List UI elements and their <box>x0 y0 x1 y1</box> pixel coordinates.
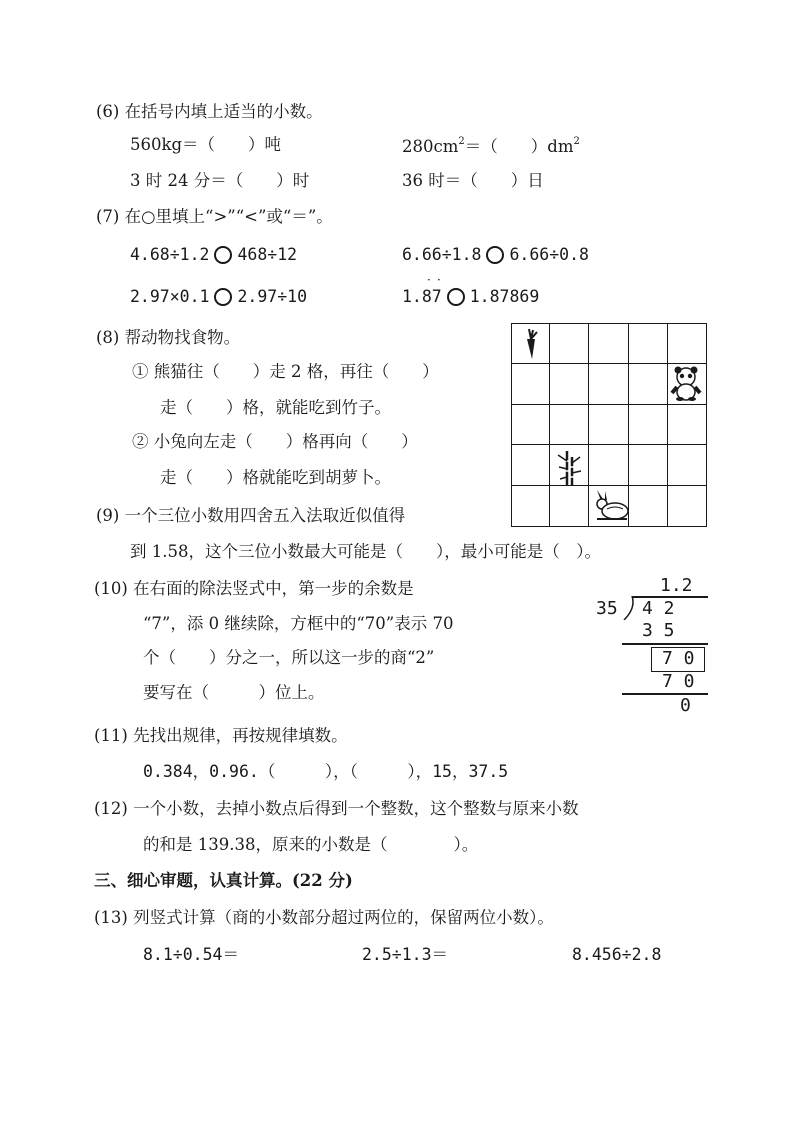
q7-r1b: 6.66÷1.8 6.66÷0.8 <box>402 245 589 264</box>
q10-line3: 个（ ）分之一，所以这一步的商“2” <box>143 648 435 667</box>
division-divisor: 35 <box>596 598 618 619</box>
division-quotient: 1.2 <box>660 575 693 596</box>
q10-line4: 要写在（ ）位上。 <box>143 683 325 702</box>
q12-line2: 的和是 139.38，原来的小数是（ ）。 <box>143 835 479 854</box>
q7-r1a: 4.68÷1.2 468÷12 <box>130 245 298 264</box>
q7-r2b: 1.87 1.87869 <box>402 287 540 306</box>
q8-line3: ② 小兔向左走（ ）格再向（ ） <box>132 432 418 451</box>
q7-title: (7) 在○里填上“>”“<”或“＝”。 <box>96 207 333 226</box>
q8-line4: 走（ ）格就能吃到胡萝卜。 <box>160 468 391 487</box>
q9-line2: 到 1.58，这个三位小数最大可能是（ ），最小可能是（ ）。 <box>130 542 601 561</box>
q9-line1: (9) 一个三位小数用四舍五入法取近似值得 <box>96 506 406 525</box>
rabbit-icon <box>591 489 631 523</box>
division-step1: 3 5 <box>642 620 675 641</box>
q13-problem3: 8.456÷2.8 <box>572 945 662 964</box>
division-line <box>622 643 708 645</box>
compare-circle[interactable] <box>486 246 504 264</box>
q13-problem2: 2.5÷1.3＝ <box>362 945 449 964</box>
panda-icon <box>669 365 703 401</box>
q6-item-c: 3 时 24 分＝（ ）时 <box>130 171 310 190</box>
compare-circle[interactable] <box>447 288 465 306</box>
division-step2: 7 0 <box>662 671 695 692</box>
q8-line2: 走（ ）格，就能吃到竹子。 <box>160 398 391 417</box>
compare-circle[interactable] <box>214 246 232 264</box>
q8-line1: ① 熊猫往（ ）走 2 格，再往（ ） <box>132 362 439 381</box>
q6-item-b: $280cm^2=$（ ）$dm^2$ <box>402 136 580 156</box>
q6-item-a: 560kg＝（ ）吨 <box>130 135 282 154</box>
q10-line1: (10) 在右面的除法竖式中，第一步的余数是 <box>94 579 414 598</box>
q11-title: (11) 先找出规律，再按规律填数。 <box>94 726 348 745</box>
q13-problem1: 8.1÷0.54＝ <box>143 945 239 964</box>
q12-line1: (12) 一个小数，去掉小数点后得到一个整数，这个整数与原来小数 <box>94 799 579 818</box>
division-line <box>622 693 708 695</box>
division-dividend: 4 2 <box>642 598 675 619</box>
division-bracket <box>622 596 636 620</box>
compare-circle[interactable] <box>214 288 232 306</box>
q8-title: (8) 帮动物找食物。 <box>96 328 241 347</box>
q6-item-d: 36 时＝（ ）日 <box>402 171 544 190</box>
q11-sequence: 0.384，0.96.（ ），（ ），15，37.5 <box>143 762 509 781</box>
carrot-icon <box>519 327 543 361</box>
section3-title: 三、细心审题，认真计算。(22 分) <box>94 871 353 890</box>
division-boxed-value: 7 0 <box>662 648 695 669</box>
repeating-dot: · <box>427 273 431 287</box>
division-remainder: 0 <box>680 695 691 716</box>
food-grid <box>511 323 707 527</box>
bamboo-icon <box>555 449 583 487</box>
repeating-dot: · <box>437 273 441 287</box>
q7-r2a: 2.97×0.1 2.97÷10 <box>130 287 308 306</box>
q13-title: (13) 列竖式计算（商的小数部分超过两位的，保留两位小数）。 <box>94 908 554 927</box>
q6-title: (6) 在括号内填上适当的小数。 <box>96 102 323 121</box>
q10-line2: “7”，添 0 继续除，方框中的“70”表示 70 <box>143 614 454 633</box>
